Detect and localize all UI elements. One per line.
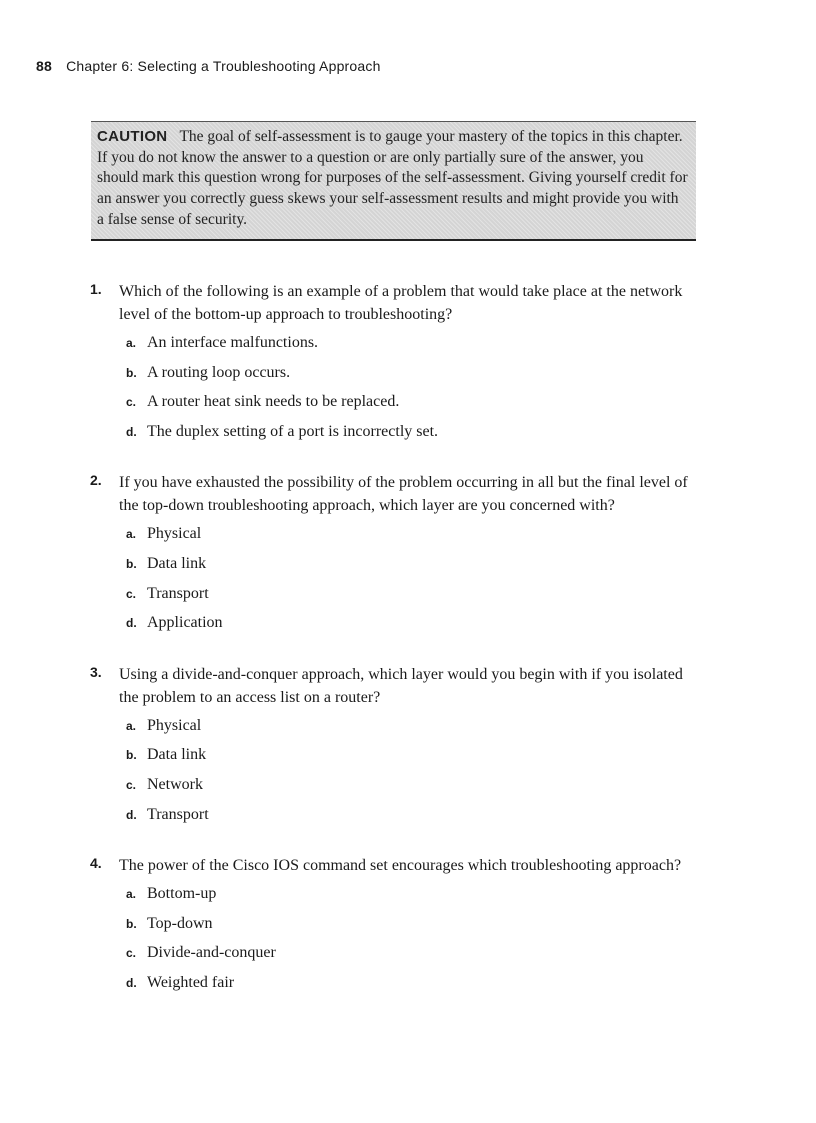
question-number: 1. (90, 281, 102, 297)
caution-box (91, 121, 696, 241)
question-1 (90, 280, 700, 450)
question-number: 2. (90, 472, 102, 489)
page-header (36, 58, 381, 74)
option-text: Data link (147, 746, 207, 764)
option-letter: b. (126, 748, 137, 763)
option-text: Physical (147, 525, 202, 543)
option-letter: c. (126, 946, 137, 961)
option-text: Data link (147, 554, 207, 572)
option-letter: a. (126, 336, 137, 350)
option-text: A routing loop occurs. (147, 363, 291, 381)
option-a (119, 715, 700, 745)
option-d (119, 804, 700, 834)
option-letter: d. (126, 424, 137, 439)
question-number: 4. (90, 855, 102, 872)
option-letter: d. (126, 807, 137, 822)
option-text: A router heat sink needs to be replaced. (147, 393, 400, 411)
option-list (119, 883, 700, 1001)
option-letter: d. (126, 616, 137, 631)
option-text: The duplex setting of a port is incorrectly set. (147, 422, 439, 440)
page-number: 88 (36, 58, 52, 74)
question-number: 3. (90, 663, 102, 680)
option-a (119, 332, 700, 362)
question-text: Using a divide-and-conquer approach, which layer would you begin with if you isolated the problem to an access list on a router? (119, 665, 683, 706)
option-letter: c. (126, 395, 137, 410)
question-text: If you have exhausted the possibility of the problem occurring in all but the final level of the top-down troubleshooting approach, which layer are you concerned with? (119, 474, 688, 515)
option-d (119, 972, 700, 1002)
question-2 (90, 471, 700, 641)
option-c (119, 942, 700, 972)
question-list (90, 280, 700, 1023)
question-4 (90, 854, 700, 1001)
option-text: Physical (147, 716, 202, 734)
option-a (119, 523, 700, 553)
option-c (119, 391, 700, 421)
option-letter: a. (126, 527, 137, 542)
caution-text: The goal of self-assessment is to gauge your mastery of the topics in this chapter. If you do not know the answer to a question or are only partially sure of the answer, you should mark this question wrong for purposes of the self-assessment. Giving yourself credit for an answer you correctly guess skews your self-assessment results and might provide you with a false sense of security. (97, 128, 688, 228)
question-3 (90, 663, 700, 833)
option-text: Network (147, 775, 203, 793)
option-b (119, 913, 700, 943)
question-text: The power of the Cisco IOS command set encourages which troubleshooting approach? (119, 857, 682, 875)
option-letter: c. (126, 586, 137, 601)
option-text: Application (147, 614, 223, 632)
option-text: Bottom-up (147, 885, 217, 903)
option-letter: c. (126, 777, 137, 792)
option-text: Weighted fair (147, 973, 235, 991)
option-c (119, 774, 700, 804)
option-letter: d. (126, 975, 137, 990)
option-letter: a. (126, 718, 137, 733)
option-text: Divide-and-conquer (147, 944, 276, 962)
option-b (119, 744, 700, 774)
option-text: Top-down (147, 914, 213, 932)
option-a (119, 883, 700, 913)
chapter-title: Chapter 6: Selecting a Troubleshooting Approach (66, 58, 381, 74)
option-list (119, 715, 700, 833)
option-letter: b. (126, 916, 137, 931)
option-text: An interface malfunctions. (147, 334, 319, 351)
option-letter: b. (126, 365, 137, 380)
option-letter: b. (126, 556, 137, 571)
option-d (119, 421, 700, 451)
option-b (119, 362, 700, 392)
option-b (119, 553, 700, 583)
option-list (119, 332, 700, 450)
option-letter: a. (126, 887, 137, 902)
option-text: Transport (147, 805, 209, 823)
caution-label: CAUTION (97, 128, 168, 145)
option-d (119, 612, 700, 642)
option-text: Transport (147, 584, 209, 602)
question-text: Which of the following is an example of a problem that would take place at the network level of the bottom-up approach to troubleshooting? (119, 283, 683, 323)
option-list (119, 523, 700, 641)
option-c (119, 583, 700, 613)
